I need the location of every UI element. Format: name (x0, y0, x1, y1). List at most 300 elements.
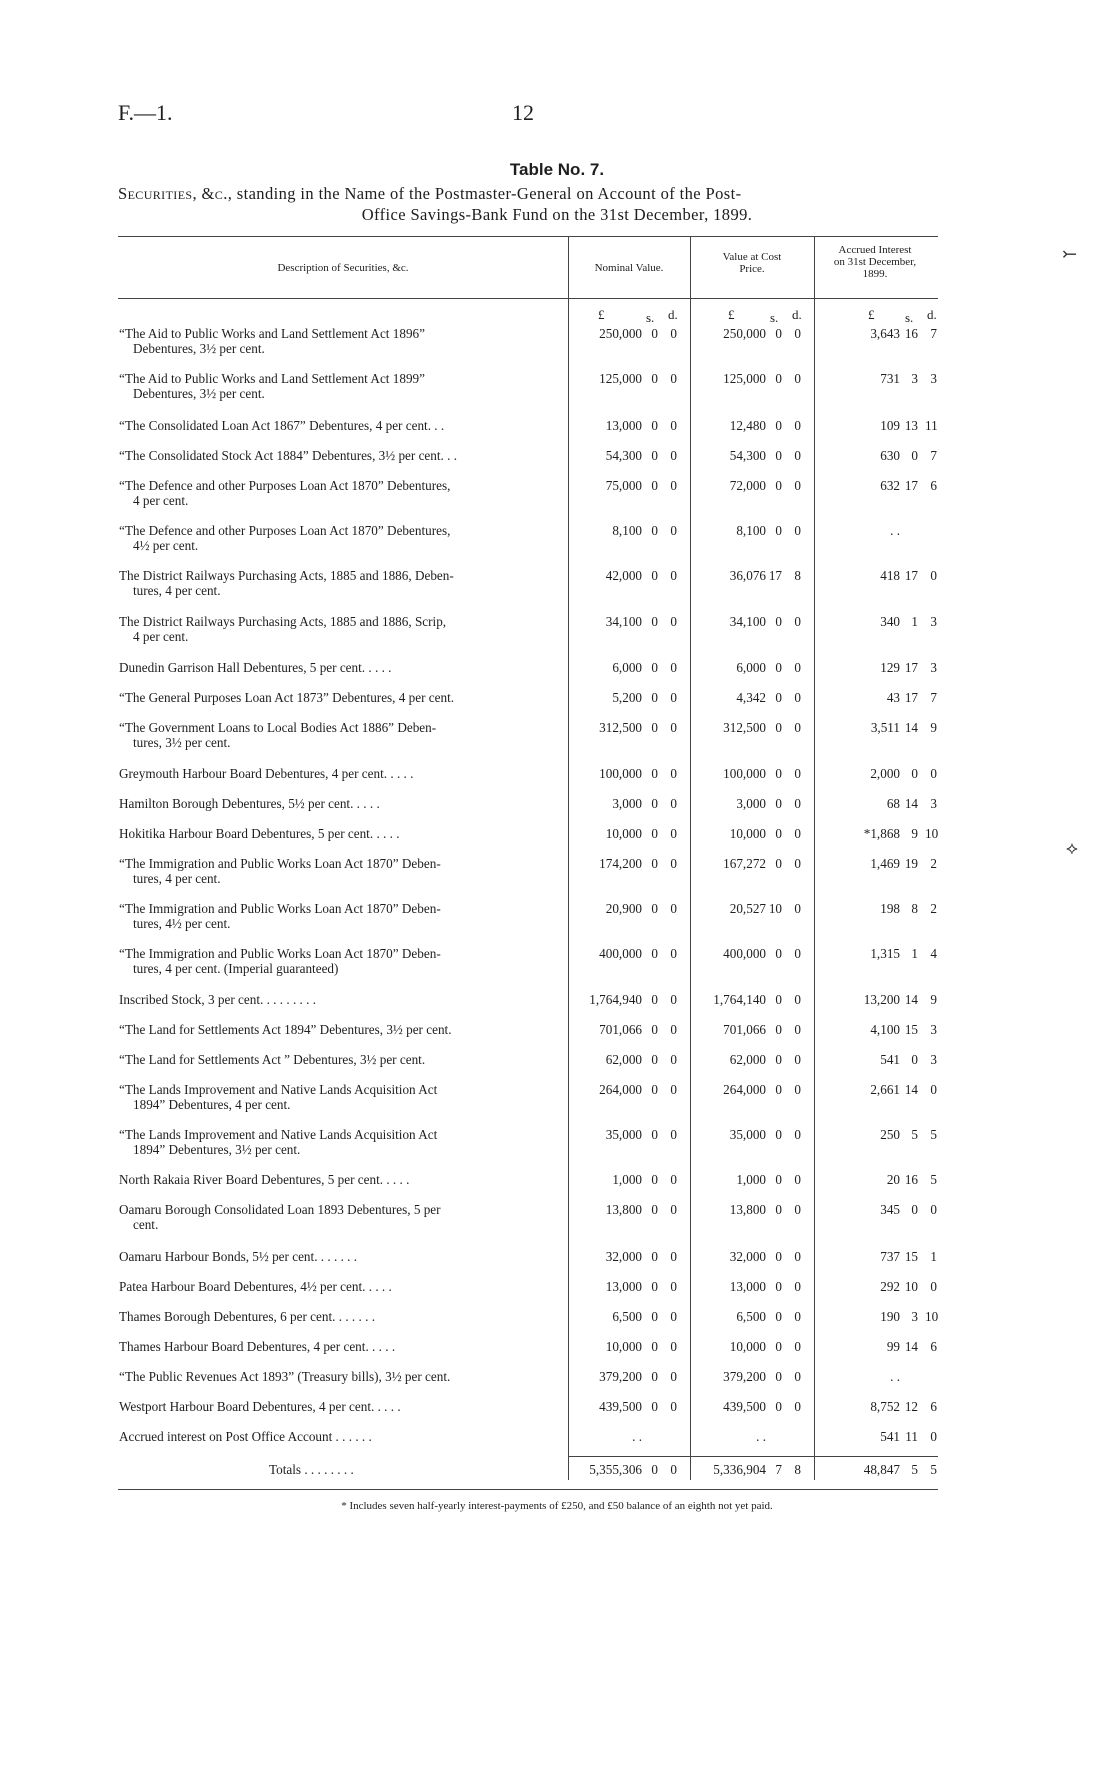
description-line2: cent. (133, 1217, 159, 1232)
description-line1: “The Consolidated Loan Act 1867” Debentures, 4 per cent. . . (119, 418, 445, 433)
interest-pounds: 4,100 (870, 1022, 900, 1037)
description-line1: “The Defence and other Purposes Loan Act 1870” Debentures, (119, 478, 451, 493)
cost-pounds: 13,000 (729, 1279, 766, 1294)
interest-pounds: 2,661 (870, 1082, 900, 1097)
column-header-description: Description of Securities, &c. (277, 262, 409, 274)
interest-shillings: 14 (904, 992, 918, 1007)
subtitle-rest: standing in the Name of the Postmaster-General on Account of the Post- (232, 184, 742, 203)
column-divider-3 (814, 236, 815, 1480)
interest-shillings: 13 (904, 418, 918, 433)
cost-pounds: 125,000 (723, 371, 766, 386)
nominal-shillings: 0 (651, 901, 658, 916)
description-line1: The District Railways Purchasing Acts, 1885 and 1886, Deben- (119, 568, 454, 583)
interest-pounds: 292 (880, 1279, 900, 1294)
interest-pence: 0 (930, 1429, 937, 1444)
description-line1: “The Immigration and Public Works Loan Act 1870” Deben- (119, 901, 441, 916)
interest-shillings: 15 (904, 1249, 918, 1264)
nominal-pounds: 250,000 (599, 326, 642, 341)
interest-shillings: 14 (904, 1339, 918, 1354)
unit-pence-cost: d. (792, 307, 802, 322)
nominal-shillings: 0 (651, 1369, 658, 1384)
nominal-pounds: 13,000 (605, 418, 642, 433)
nominal-pounds: 400,000 (599, 946, 642, 961)
cost-pence: 0 (794, 1022, 801, 1037)
cost-pence: 0 (794, 1369, 801, 1384)
cost-pounds: 312,500 (723, 720, 766, 735)
subtitle-lead: Securities, &c., (118, 184, 233, 203)
security-description (119, 1429, 559, 1444)
column-header-cost (691, 251, 813, 275)
cost-pence: 0 (794, 901, 801, 916)
description-line1: “The Immigration and Public Works Loan Act 1870” Deben- (119, 946, 441, 961)
interest-pence: 3 (930, 371, 937, 386)
security-description (119, 1339, 559, 1354)
interest-pounds: 43 (886, 690, 900, 705)
interest-pounds: 109 (880, 418, 900, 433)
interest-shillings: 16 (904, 1172, 918, 1187)
description-line1: Inscribed Stock, 3 per cent. . . . . . . . . (119, 992, 317, 1007)
cost-shillings: 0 (775, 1022, 782, 1037)
description-line1: “The Land for Settlements Act 1894” Debentures, 3½ per cent. (119, 1022, 452, 1037)
description-line1: “The Public Revenues Act 1893” (Treasury bills), 3½ per cent. (119, 1369, 451, 1384)
description-line1: North Rakaia River Board Debentures, 5 per cent. . . . . (119, 1172, 410, 1187)
nominal-pounds: 10,000 (605, 826, 642, 841)
nominal-shillings: 0 (651, 448, 658, 463)
nominal-shillings: 0 (651, 326, 658, 341)
nominal-pence: 0 (670, 568, 677, 583)
description-line2: 4 per cent. (133, 629, 189, 644)
cost-shillings: 0 (775, 1279, 782, 1294)
cost-pence: 0 (794, 1082, 801, 1097)
cost-shillings: 0 (775, 1172, 782, 1187)
cost-pence: 0 (794, 660, 801, 675)
nominal-pence: 0 (670, 448, 677, 463)
interest-shillings: 0 (911, 1202, 918, 1217)
security-description (119, 1249, 559, 1264)
cost-pounds: 34,100 (729, 614, 766, 629)
totals-nominal-shillings: 0 (651, 1462, 658, 1477)
unit-pence-nominal: d. (668, 307, 678, 322)
document-reference: F.—1. (118, 100, 173, 125)
description-line1: “The Land for Settlements Act ” Debentures, 3½ per cent. (119, 1052, 426, 1067)
cost-pounds: 701,066 (723, 1022, 766, 1037)
cost-pence: 0 (794, 826, 801, 841)
interest-pounds: 129 (880, 660, 900, 675)
interest-shillings: 9 (911, 826, 918, 841)
description-line2: tures, 4 per cent. (133, 583, 221, 598)
security-description (119, 1127, 559, 1157)
column-header-interest-line3: 1899. (862, 268, 888, 280)
interest-shillings: 14 (904, 720, 918, 735)
interest-pounds: *1,868 (863, 826, 900, 841)
totals-interest-shillings: 5 (911, 1462, 918, 1477)
cost-pounds: . . (756, 1429, 766, 1444)
interest-shillings: 1 (911, 946, 918, 961)
cost-shillings: 0 (775, 1127, 782, 1142)
interest-pence: 6 (930, 1339, 937, 1354)
interest-pounds: 731 (880, 371, 900, 386)
cost-shillings: 0 (775, 946, 782, 961)
cost-pounds: 10,000 (729, 1339, 766, 1354)
interest-pence: 2 (930, 856, 937, 871)
nominal-pence: 0 (670, 1399, 677, 1414)
nominal-pence: 0 (670, 660, 677, 675)
nominal-shillings: 0 (651, 1082, 658, 1097)
cost-pounds: 36,076 (729, 568, 766, 583)
nominal-pence: 0 (670, 1202, 677, 1217)
nominal-pounds: 13,800 (605, 1202, 642, 1217)
cost-shillings: 0 (775, 448, 782, 463)
nominal-shillings: 0 (651, 568, 658, 583)
cost-shillings: 0 (775, 1202, 782, 1217)
security-description (119, 1202, 559, 1232)
description-line1: Accrued interest on Post Office Account . . . . . . (119, 1429, 372, 1444)
nominal-pounds: 13,000 (605, 1279, 642, 1294)
description-line1: Hokitika Harbour Board Debentures, 5 per cent. . . . . (119, 826, 400, 841)
cost-pounds: 6,500 (736, 1309, 766, 1324)
cost-pence: 0 (794, 1202, 801, 1217)
cost-pounds: 264,000 (723, 1082, 766, 1097)
security-description (119, 478, 559, 508)
interest-pounds: 20 (886, 1172, 900, 1187)
cost-pounds: 439,500 (723, 1399, 766, 1414)
cost-pounds: 13,800 (729, 1202, 766, 1217)
header-top-rule (118, 236, 938, 237)
nominal-pence: 0 (670, 1022, 677, 1037)
security-description (119, 660, 559, 675)
interest-shillings: 17 (904, 568, 918, 583)
cost-shillings: 0 (775, 523, 782, 538)
column-header-cost-line2: Price. (739, 263, 765, 275)
security-description (119, 1022, 559, 1037)
footnote: * Includes seven half-yearly interest-payments of £250, and £50 balance of an eighth not yet paid. (341, 1500, 773, 1512)
security-description (119, 946, 559, 976)
security-description (119, 418, 559, 433)
cost-shillings: 0 (775, 1082, 782, 1097)
cost-shillings: 0 (775, 1309, 782, 1324)
totals-top-rule (568, 1456, 938, 1457)
nominal-shillings: 0 (651, 946, 658, 961)
interest-pence: 11 (925, 418, 938, 433)
description-line1: Oamaru Borough Consolidated Loan 1893 Debentures, 5 per (119, 1202, 441, 1217)
security-description (119, 448, 559, 463)
interest-shillings: 0 (911, 1052, 918, 1067)
cost-pounds: 35,000 (729, 1127, 766, 1142)
nominal-pounds: 312,500 (599, 720, 642, 735)
cost-pounds: 379,200 (723, 1369, 766, 1384)
nominal-shillings: 0 (651, 992, 658, 1007)
interest-pence: 0 (930, 766, 937, 781)
nominal-pence: 0 (670, 690, 677, 705)
cost-pence: 0 (794, 614, 801, 629)
cost-pounds: 4,342 (736, 690, 766, 705)
interest-shillings: 17 (904, 690, 918, 705)
interest-pence: 7 (930, 448, 937, 463)
nominal-pounds: 125,000 (599, 371, 642, 386)
nominal-pounds: 100,000 (599, 766, 642, 781)
interest-pence: 2 (930, 901, 937, 916)
unit-pounds-interest: £ (868, 307, 875, 322)
security-description (119, 766, 559, 781)
description-line1: Thames Harbour Board Debentures, 4 per cent. . . . . (119, 1339, 396, 1354)
cost-shillings: 0 (775, 660, 782, 675)
nominal-pounds: 32,000 (605, 1249, 642, 1264)
interest-pence: 0 (930, 1279, 937, 1294)
cost-pence: 0 (794, 1172, 801, 1187)
unit-pounds-nominal: £ (598, 307, 605, 322)
interest-pence: 0 (930, 568, 937, 583)
description-line2: Debentures, 3½ per cent. (133, 341, 265, 356)
security-description (119, 1369, 559, 1384)
totals-bottom-rule (118, 1489, 938, 1490)
cost-pence: 0 (794, 946, 801, 961)
totals-cost-pence: 8 (794, 1462, 801, 1477)
description-line1: “The Aid to Public Works and Land Settlement Act 1896” (119, 326, 425, 341)
interest-pounds: 190 (880, 1309, 900, 1324)
nominal-pounds: . . (632, 1429, 642, 1444)
nominal-pence: 0 (670, 856, 677, 871)
interest-shillings: 3 (911, 371, 918, 386)
cost-pounds: 8,100 (736, 523, 766, 538)
description-line2: 1894” Debentures, 3½ per cent. (133, 1142, 301, 1157)
unit-shillings-nominal: s. (646, 310, 655, 325)
nominal-pounds: 264,000 (599, 1082, 642, 1097)
nominal-pounds: 54,300 (605, 448, 642, 463)
nominal-pounds: 34,100 (605, 614, 642, 629)
description-line2: 1894” Debentures, 4 per cent. (133, 1097, 291, 1112)
unit-pence-interest: d. (927, 307, 937, 322)
description-line2: 4½ per cent. (133, 538, 199, 553)
interest-pence: 6 (930, 478, 937, 493)
column-header-cost-line1: Value at Cost (722, 251, 782, 263)
nominal-pence: 0 (670, 1052, 677, 1067)
nominal-pence: 0 (670, 523, 677, 538)
nominal-pounds: 439,500 (599, 1399, 642, 1414)
cost-pounds: 400,000 (723, 946, 766, 961)
interest-pence: 10 (925, 1309, 939, 1324)
column-header-interest-line1: Accrued Interest (838, 244, 912, 256)
description-line2: tures, 4 per cent. (Imperial guaranteed) (133, 961, 339, 976)
interest-pence: 5 (930, 1172, 937, 1187)
interest-pence: 4 (930, 946, 937, 961)
cost-shillings: 0 (775, 326, 782, 341)
security-description (119, 901, 559, 931)
cost-pence: 0 (794, 1279, 801, 1294)
description-line1: Hamilton Borough Debentures, 5½ per cent. . . . . (119, 796, 380, 811)
interest-shillings: 0 (911, 766, 918, 781)
cost-pence: 0 (794, 1339, 801, 1354)
interest-pounds: 340 (880, 614, 900, 629)
interest-pence: 5 (930, 1127, 937, 1142)
nominal-shillings: 0 (651, 614, 658, 629)
interest-shillings: 17 (904, 478, 918, 493)
cost-pence: 0 (794, 326, 801, 341)
nominal-pence: 0 (670, 901, 677, 916)
description-line1: Westport Harbour Board Debentures, 4 per cent. . . . . (119, 1399, 401, 1414)
cost-shillings: 10 (768, 901, 782, 916)
cost-shillings: 0 (775, 766, 782, 781)
cost-pounds: 62,000 (729, 1052, 766, 1067)
interest-pence: 7 (930, 326, 937, 341)
security-description (119, 371, 559, 401)
security-description (119, 796, 559, 811)
security-description (119, 1082, 559, 1112)
nominal-pence: 0 (670, 478, 677, 493)
nominal-shillings: 0 (651, 478, 658, 493)
interest-pence: 3 (930, 796, 937, 811)
cost-shillings: 0 (775, 720, 782, 735)
description-line1: “The Immigration and Public Works Loan Act 1870” Deben- (119, 856, 441, 871)
description-line1: Dunedin Garrison Hall Debentures, 5 per cent. . . . . (119, 660, 392, 675)
nominal-pence: 0 (670, 1339, 677, 1354)
description-line1: “The Government Loans to Local Bodies Act 1886” Deben- (119, 720, 437, 735)
cost-shillings: 0 (775, 478, 782, 493)
description-line2: tures, 4½ per cent. (133, 916, 231, 931)
nominal-shillings: 0 (651, 371, 658, 386)
interest-pounds: 2,000 (870, 766, 900, 781)
cost-pence: 0 (794, 690, 801, 705)
cost-pence: 0 (794, 720, 801, 735)
interest-pence: 1 (930, 1249, 937, 1264)
cost-pence: 0 (794, 523, 801, 538)
nominal-pounds: 6,000 (612, 660, 642, 675)
security-description (119, 568, 559, 598)
nominal-pence: 0 (670, 614, 677, 629)
interest-pence: 0 (930, 1082, 937, 1097)
totals-interest-pence: 5 (930, 1462, 937, 1477)
interest-pounds: 13,200 (863, 992, 900, 1007)
description-line1: The District Railways Purchasing Acts, 1885 and 1886, Scrip, (119, 614, 447, 629)
nominal-pounds: 701,066 (599, 1022, 642, 1037)
cost-pence: 0 (794, 856, 801, 871)
nominal-pence: 0 (670, 1249, 677, 1264)
cost-pence: 0 (794, 796, 801, 811)
unit-shillings-interest: s. (905, 310, 914, 325)
nominal-pence: 0 (670, 720, 677, 735)
totals-nominal-pounds: 5,355,306 (589, 1462, 642, 1477)
security-description (119, 720, 559, 750)
cost-pence: 0 (794, 418, 801, 433)
cost-pence: 0 (794, 1052, 801, 1067)
totals-label: Totals . . . . . . . . (269, 1462, 354, 1477)
cost-shillings: 0 (775, 614, 782, 629)
nominal-shillings: 0 (651, 1127, 658, 1142)
cost-pence: 0 (794, 1249, 801, 1264)
nominal-shillings: 0 (651, 1022, 658, 1037)
nominal-shillings: 0 (651, 766, 658, 781)
security-description (119, 992, 559, 1007)
interest-pence: 7 (930, 690, 937, 705)
interest-pence: 10 (925, 826, 939, 841)
cost-pounds: 12,480 (729, 418, 766, 433)
interest-pence: 6 (930, 1399, 937, 1414)
column-header-interest-line2: on 31st December, (833, 256, 917, 268)
unit-shillings-cost: s. (770, 310, 779, 325)
interest-pounds: 1,469 (870, 856, 900, 871)
totals-nominal-pence: 0 (670, 1462, 677, 1477)
interest-pence: 3 (930, 1052, 937, 1067)
cost-pounds: 167,272 (723, 856, 766, 871)
nominal-pence: 0 (670, 1309, 677, 1324)
interest-shillings: 14 (904, 796, 918, 811)
security-description (119, 1172, 559, 1187)
cost-pounds: 72,000 (729, 478, 766, 493)
interest-pounds: 198 (880, 901, 900, 916)
nominal-pence: 0 (670, 992, 677, 1007)
totals-cost-shillings: 7 (775, 1462, 782, 1477)
nominal-shillings: 0 (651, 1399, 658, 1414)
nominal-pounds: 8,100 (612, 523, 642, 538)
nominal-pence: 0 (670, 946, 677, 961)
cost-pounds: 6,000 (736, 660, 766, 675)
security-description (119, 1052, 559, 1067)
cost-shillings: 0 (775, 796, 782, 811)
interest-shillings: 10 (904, 1279, 918, 1294)
interest-pounds: 8,752 (870, 1399, 900, 1414)
interest-pounds: 541 (880, 1429, 900, 1444)
cost-pence: 8 (794, 568, 801, 583)
cost-pence: 0 (794, 371, 801, 386)
nominal-pounds: 174,200 (599, 856, 642, 871)
cost-pounds: 10,000 (729, 826, 766, 841)
description-line1: Greymouth Harbour Board Debentures, 4 per cent. . . . . (119, 766, 414, 781)
nominal-pounds: 379,200 (599, 1369, 642, 1384)
cost-pounds: 100,000 (723, 766, 766, 781)
interest-shillings: 3 (911, 1309, 918, 1324)
page-number: 12 (512, 100, 534, 125)
nominal-pence: 0 (670, 1369, 677, 1384)
description-line2: Debentures, 3½ per cent. (133, 386, 265, 401)
interest-pounds: 99 (886, 1339, 900, 1354)
interest-pounds: 737 (880, 1249, 900, 1264)
security-description (119, 1279, 559, 1294)
security-description (119, 856, 559, 886)
security-description (119, 523, 559, 553)
description-line1: “The General Purposes Loan Act 1873” Debentures, 4 per cent. (119, 690, 455, 705)
cost-pence: 0 (794, 448, 801, 463)
cost-shillings: 0 (775, 1399, 782, 1414)
nominal-pounds: 62,000 (605, 1052, 642, 1067)
interest-shillings: 11 (905, 1429, 918, 1444)
interest-shillings: 5 (911, 1127, 918, 1142)
interest-pounds: 418 (880, 568, 900, 583)
security-description (119, 1309, 559, 1324)
nominal-shillings: 0 (651, 796, 658, 811)
interest-shillings: 1 (911, 614, 918, 629)
cost-pounds: 250,000 (723, 326, 766, 341)
table-title: Table No. 7. (509, 160, 605, 179)
security-description (119, 826, 559, 841)
cost-shillings: 0 (775, 371, 782, 386)
cost-shillings: 0 (775, 992, 782, 1007)
table-subtitle-line2: Office Savings-Bank Fund on the 31st December, 1899. (361, 205, 753, 224)
interest-shillings: 14 (904, 1082, 918, 1097)
interest-pounds: 1,315 (870, 946, 900, 961)
cost-pence: 0 (794, 1127, 801, 1142)
cost-pounds: 1,764,140 (713, 992, 766, 1007)
nominal-pence: 0 (670, 796, 677, 811)
nominal-shillings: 0 (651, 720, 658, 735)
description-line1: “The Defence and other Purposes Loan Act 1870” Debentures, (119, 523, 451, 538)
description-line2: tures, 4 per cent. (133, 871, 221, 886)
interest-shillings: 17 (904, 660, 918, 675)
cost-pounds: 54,300 (729, 448, 766, 463)
cost-pounds: 32,000 (729, 1249, 766, 1264)
cost-shillings: 0 (775, 690, 782, 705)
description-line1: Patea Harbour Board Debentures, 4½ per cent. . . . . (119, 1279, 392, 1294)
cost-shillings: 0 (775, 1052, 782, 1067)
totals-interest-pounds: 48,847 (863, 1462, 900, 1477)
